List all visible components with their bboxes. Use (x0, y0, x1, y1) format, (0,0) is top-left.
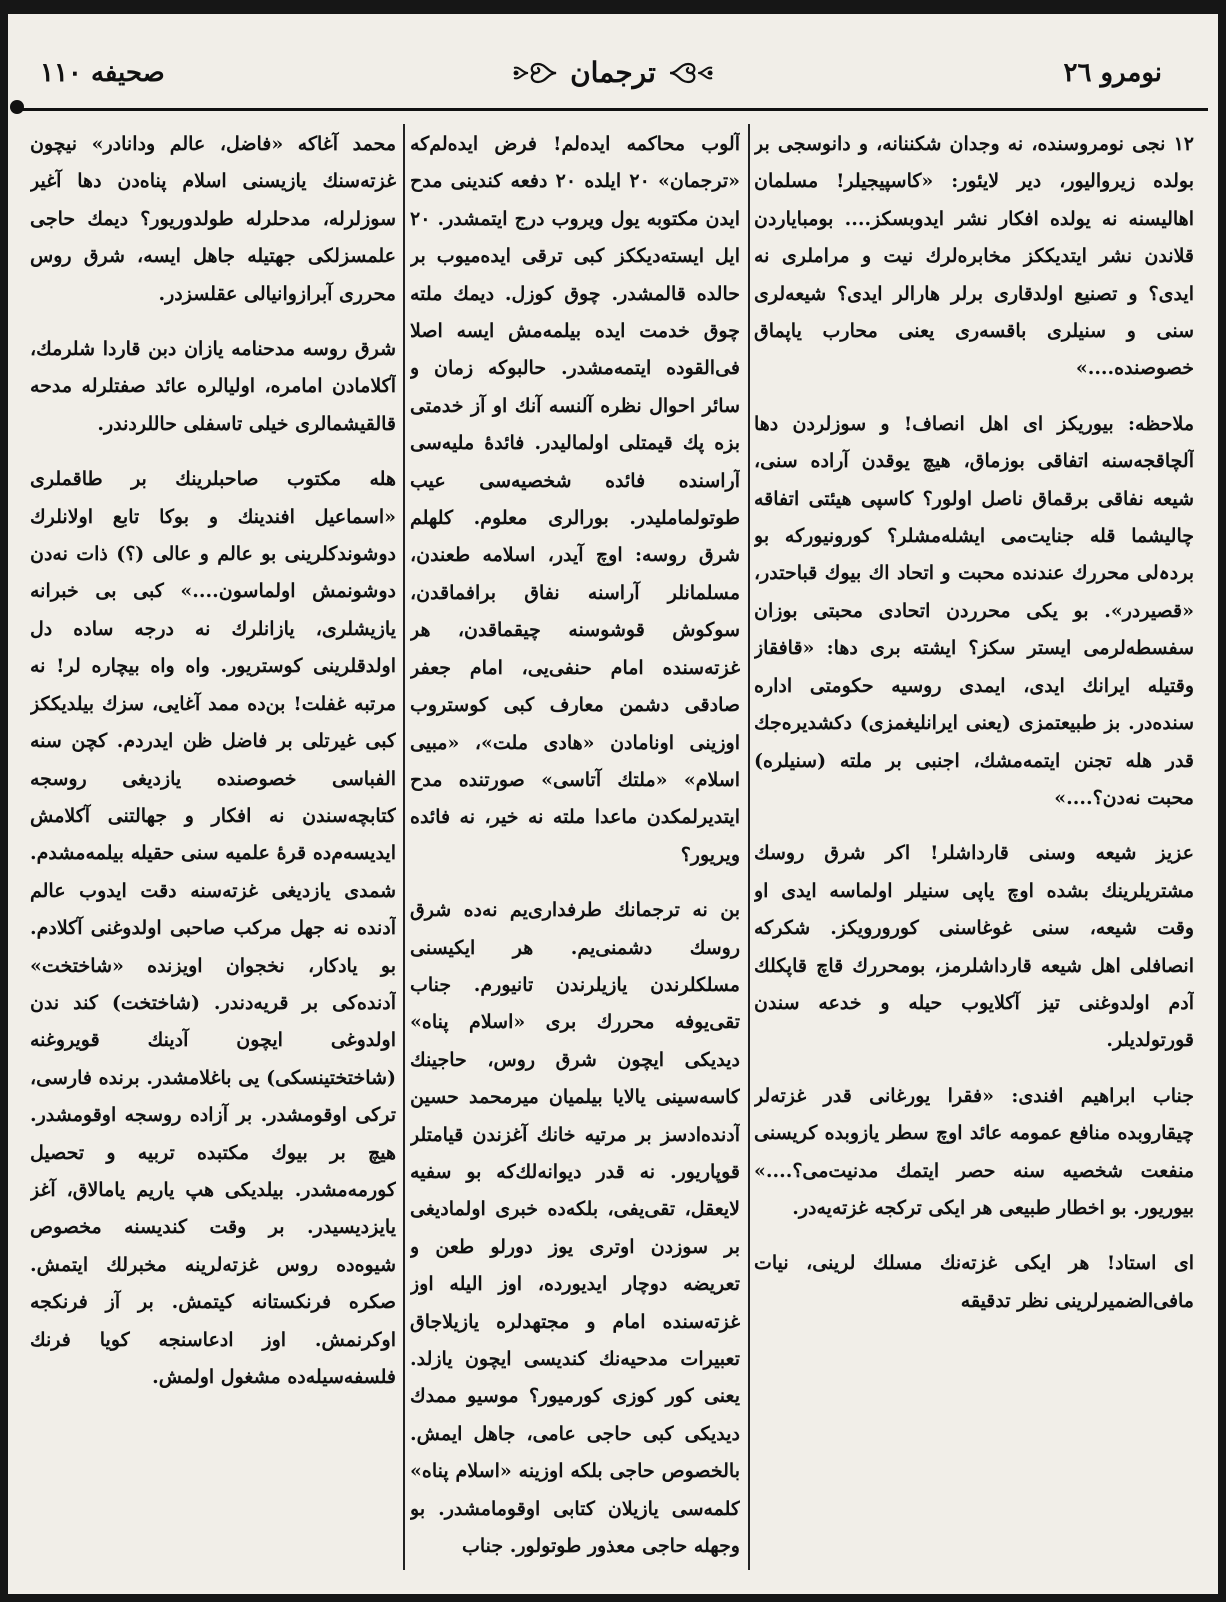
paragraph: هله مکتوب صاحبلرینك بر طاقملری «اسماعیل افندینك و بوکا تابع اولانلرك دوشوندکلرینی بو عالم و عالی (؟) ذات نه‌دن دوشونمش اولماسون....» کبی بی خبرانه یازیشلری، یازانلرك نه درجه ساده دل اولدقلرینی کوستریور. واه واه بیچاره لر! نه مرتبه غفلت! بن‌ده ممد آغایی، سزك بیلدیککز کبی غیرتلی بر فاضل ظن ایدردم. کچن سنه الفباسی خصوصنده یازدیغی روسجه کتابچه‌سندن نه افکار و جهالتنی آکلامش ایدیسه‌م‌ده قرهٔ علمیه سنی حقیله بیلمه‌مشدم. شمدی یازدیغی غزته‌سنه دقت ایدوب عالم آدنده نه جهل مرکب صاحبی اولدوغنی آکلادم. بو یادکار، نخجوان اویزنده «شاختخت» آدنده‌کی بر قریه‌دندر. (شاختخت) کند ندن اولدوغی ایچون آدینك قویروغنه (شاختختینسکی) یی باغلامشدر. برنده فارسی، ترکی اوقومشدر. بر آزاده روسجه اوقومشدر. هیچ بر بیوك مکتبده تربیه و تحصیل کورمه‌مشدر. بیلدیکی هپ یاریم یامالاق، آغز یایزدیسیدر. بر وقت کندیسنه مخصوص شیوه‌ده روس غزته‌لرینه مخبرلك ایتمش. صکره فرنکستانه کیتمش. بر آز فرنکجه اوکرنمش. اوز ادعاسنجه کویا فرنك فلسفه‌سیله‌ده مشغول اولمش. (30, 468, 396, 1388)
paragraph: عزیز شیعه وسنی قارداشلر! اکر شرق روسك مشتریلرینك بشده اوچ یاپی سنیلر اولماسه ایدی او وقت شیعه، سنی غوغاسنی کورورویکز. شکرکه انصافلی اهل شیعه قارداشلرمز، بومحررك قاچ قاپکلك آدم اولدوغنی تیز آکلایوب حیله و خدعه سندن قورتولدیلر. (754, 842, 1194, 1052)
scroll-ornament-icon (668, 58, 716, 88)
article-columns (8, 118, 1218, 1578)
newspaper-page (8, 14, 1218, 1594)
paragraph: آلوب محاکمه ایده‌لم! فرض ایده‌لم‌که «ترجمان» ٢٠ ایلده ٢٠ دفعه کندینی مدح ایدن مکتوبه یول ویروب درج ایتمشدر. ٢٠ ایل ایسته‌دیککز کبی ترقی ایده‌میوب بر حالده قالمشدر. چوق کوزل. دیمك ملته چوق خدمت ایده بیلمه‌مش ایسه اصلا فی‌القوده ایتمه‌مشدر. حالبوکه زمان و سائر احوال نظره آلنسه آنك او آز خدمتی بزه پك قیمتلی اولمالیدر. فائدهٔ ملیه‌سی آراسنده فائده شخصیه‌سی عیب طوتولماملیدر. بورالری معلوم. کلهلم شرق روسه: اوچ آیدر، اسلامه طعندن، مسلمانلر آراسنه نفاق برافماقدن، سوکوش قوشوسنه چیقماقدن، هر غزته‌سنده امام حنفی‌یی، امام جعفر صادقی دشمن معارف کبی کوستروب اوزینی اونامادن «هادی ملت»، «مبیی اسلام» «ملتك آتاسی» صورتنده مدح ایتدیرلمکدن ماعدا ملته نه خیر، نه فائده ویریور؟ (410, 133, 740, 866)
paragraph: ای استاد! هر ایکی غزته‌نك مسلك لرینی، نیات مافی‌الضمیرلرینی نظر تدقیقه (754, 1252, 1194, 1312)
paragraph: محمد آغاکه «فاضل، عالم ودانادر» نیچون غزته‌سنك یازیسنی اسلام پناه‌دن دها آغیر سوزلرله، مدحلرله طولدوریور؟ دیمك حاجی علمسزلکی جهتیله جاهل ایسه، شرق روس محرری آبرازوانیالی عقلسزدر. (30, 133, 396, 305)
masthead-title: ترجمان (570, 56, 656, 89)
paragraph: شرق روسه مدحنامه یازان دبن قاردا شلرمك، آکلامادن امامره، اولیالره عائد صفتلرله مدحه قالقیشمالری خیلی تاسفلی حاللردندر. (30, 338, 396, 435)
header-rule (16, 108, 1208, 111)
page-number: صحیفه ١١٠ (40, 58, 165, 88)
column-right (754, 126, 1194, 1576)
column-divider (403, 124, 405, 1570)
page-header (8, 14, 1218, 102)
column-divider (748, 124, 750, 1570)
masthead (510, 56, 716, 89)
column-middle (410, 126, 740, 1576)
scroll-ornament-icon (510, 58, 558, 88)
column-left (30, 126, 396, 1576)
header-rule-ornament (10, 100, 24, 114)
paragraph: جناب ابراهیم افندی: «فقرا یورغانی قدر غزته‌لر چیقاروبده منافع عمومه عائد اوچ سطر یازوبده کریسنی منفعت شخصیه سنه حصر ایتمك مدنیت‌می؟....» بیوریور. بو اخطار طبیعی هر ایکی ترکجه غزته‌یه‌در. (754, 1084, 1194, 1219)
paragraph: بن نه ترجمانك طرفداری‌یم نه‌ده شرق روسك دشمنی‌یم. هر ایکیسنی مسلکلرندن یازیلرندن تانیورم. جناب تقی‌یوفه محررك بری «اسلام پناه» دیدیکی ایچون شرق روس، حاجینك کاسه‌سینی یالایا بیلمیان میرمحمد حسین آدنده‌ادسز بر مرتیه خانك آغزندن قیامتلر قوپاریور. نه قدر دیوانه‌لك‌که بو سفیه لایعقل، تقی‌یفی، بلکه‌ده خبری اولمادیغی بر سوزدن اوتری یوز دورلو طعن و تعریضه دوچار ایدیورده، اوز الیله اوز غزته‌سنده امام و مجتهدلره یازیلاجاق تعبیرات مدحیه‌نك کندیسی ایچون یازلد. یعنی کور کوزی کورمیور؟ موسیو ممدك دیدیکی کبی حاجی عامی، جاهل ایمش. بالخصوص حاجی بلکه اوزینه «اسلام پناه» کلمه‌سی یازیلان کتابی اوقومامشدر. بو وجهله حاجی معذور طوتولور. جناب (410, 899, 740, 1558)
issue-number: نومرو ٢٦ (1063, 58, 1162, 88)
paragraph: ١٢ نجی نومروسنده، نه وجدان شکننانه، و دانوسجی بر بولده زیروالیور، دیر لایئور: «کاسپیجیلر! مسلمان اهالیسنه نه یولده افکار نشر ایدوبسکز.... بومبایاردن قلاندن نشر ایتدیککز مخابره‌لرك نیت و مراملری نه ایدی؟ و تصنیع اولدقاری برلر هارالر ایدی؟ شیعه‌لری سنی و سنیلری باقسه‌ری یعنی محارب یاپماق خصوصنده....» (754, 133, 1194, 380)
paragraph: ملاحظه: بیوریکز ای اهل انصاف! و سوزلردن دها آلچاقجه‌سنه اتفاقی بوزماق، هیچ یوقدن آراده سنی، شیعه نفاقی برقماق ناصل اولور؟ کاسپی هیئتی اتفاقه چالیشما قله جنایت‌می ایشله‌مشلر؟ کورونیورکه بو بردہ‌لی محررك عندنده محبت و اتحاد اك بیوك قباحتدر، «قصیردر». بو یکی محرردن اتحادی محبتی بوزان سفسطه‌لرمی ایستر سکز؟ ایشته بری دها: «قافقاز وقتیله ایرانك ایدی، ایمدی روسیه حکومتی اداره سنده‌در. بز طبیعتمزی (یعنی ایرانلیغمزی) دکشدیره‌جك قدر هله تجنن ایتمه‌مشك، اجنبی بر ملته (سنیلره) محبت نه‌دن؟....» (754, 412, 1194, 809)
